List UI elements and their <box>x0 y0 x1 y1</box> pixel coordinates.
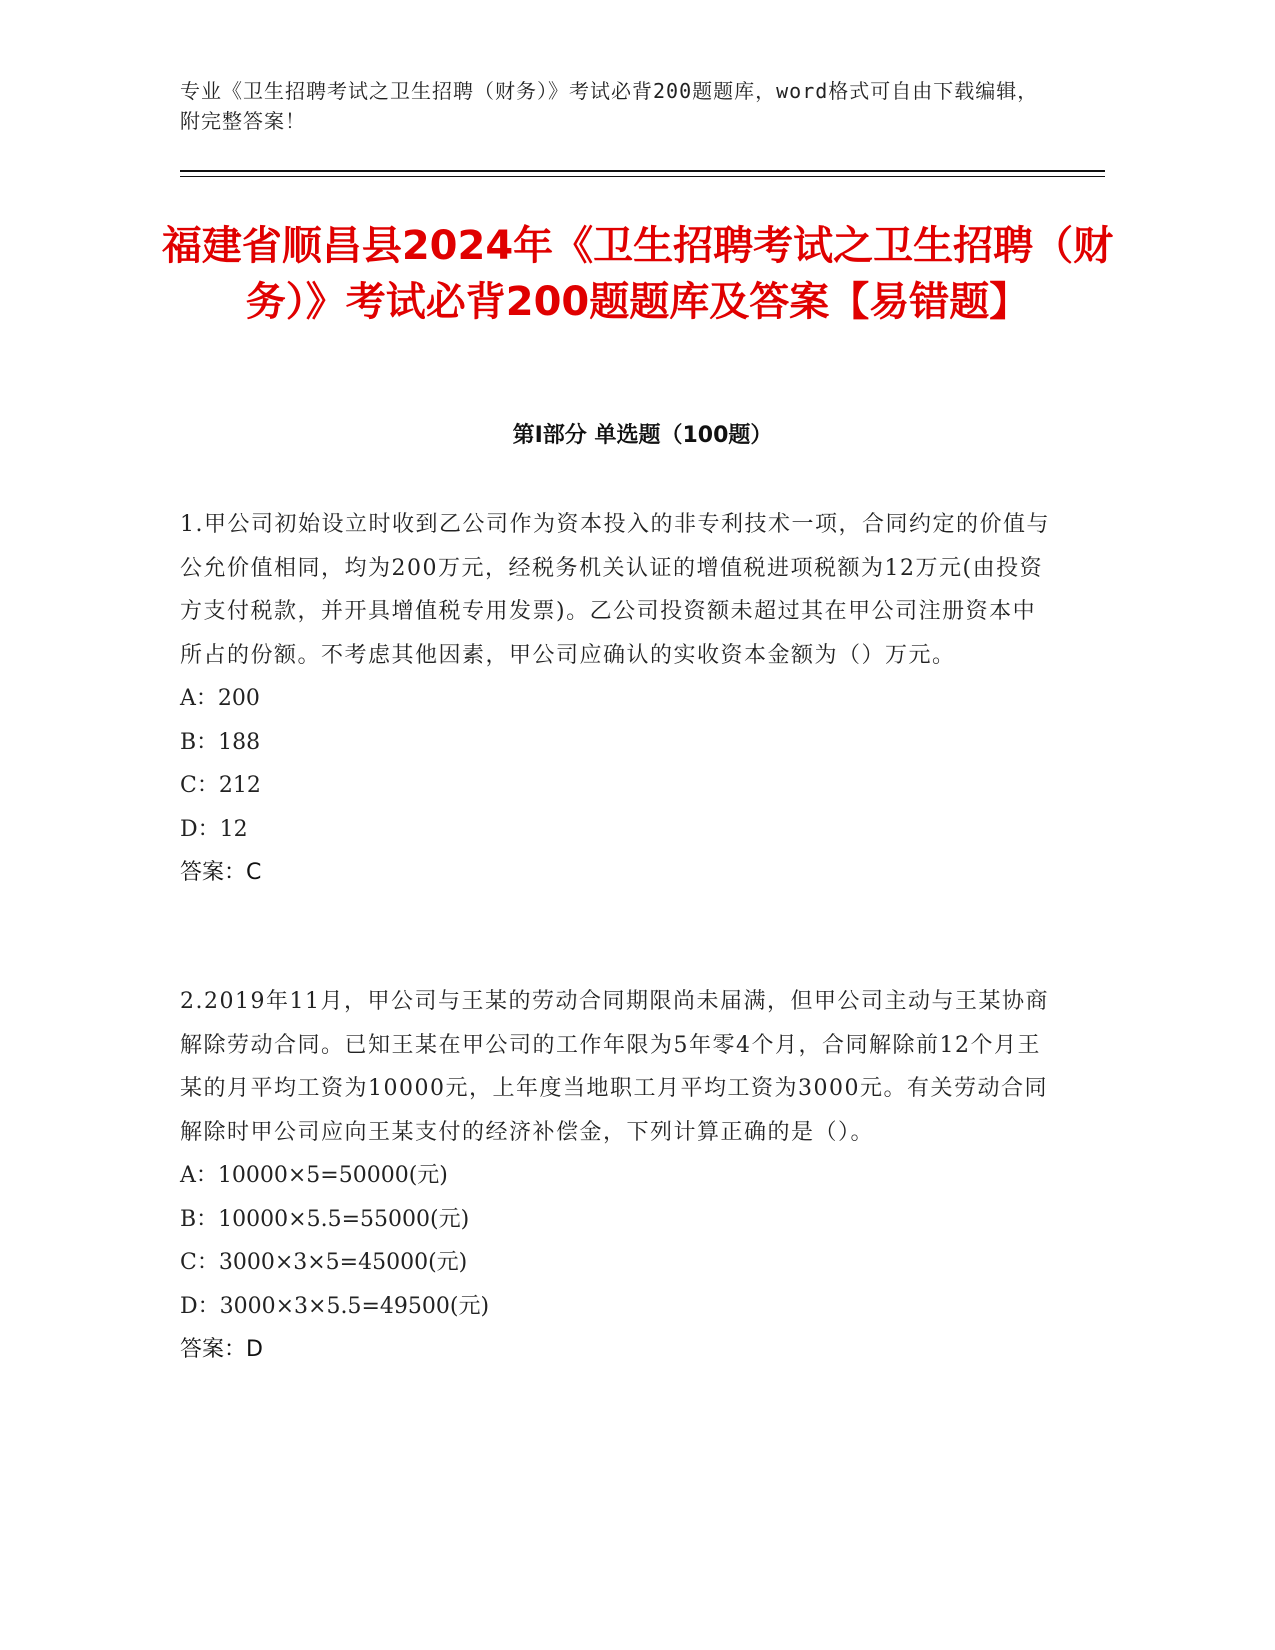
question-1 <box>180 503 1050 895</box>
option-b: B：10000×5.5=55000(元) <box>180 1206 470 1232</box>
header-rule-thick <box>180 170 1105 172</box>
section-title: 第I部分 单选题（100题） <box>512 423 773 448</box>
document-title: 福建省顺昌县2024年《卫生招聘考试之卫生招聘（财务）》考试必背200题题库及答案【易错题】 <box>161 223 1114 325</box>
option-d: D：3000×3×5.5=49500(元) <box>180 1293 490 1319</box>
question-2 <box>180 980 1050 1372</box>
header-rule-thin <box>180 176 1105 177</box>
option-a: A：10000×5=50000(元) <box>180 1163 448 1188</box>
answer: 答案：D <box>180 1337 263 1362</box>
option-c: C：212 <box>180 773 261 798</box>
option-b: B：188 <box>180 729 261 755</box>
answer: 答案：C <box>180 860 262 885</box>
option-a: A：200 <box>180 686 260 711</box>
header-note: 专业《卫生招聘考试之卫生招聘（财务）》考试必背200题题库，word格式可自由下载编辑，附完整答案！ <box>180 79 1039 133</box>
question-stem: 2.2019年11月，甲公司与王某的劳动合同期限尚未届满，但甲公司主动与王某协商解除劳动合同。已知王某在甲公司的工作年限为5年零4个月，合同解除前12个月王某的月平均工资为10000元，上年度当地职工月平均工资为3000元。有关劳动合同解除时甲公司应向王某支付的经济补偿金，下列计算正确的是（）。 <box>180 989 1049 1145</box>
question-stem: 1.甲公司初始设立时收到乙公司作为资本投入的非专利技术一项，合同约定的价值与公允价值相同，均为200万元，经税务机关认证的增值税进项税额为12万元(由投资方支付税款，并开具增值税专用发票)。乙公司投资额未超过其在甲公司注册资本中所占的份额。不考虑其他因素，甲公司应确认的实收资本金额为（）万元。 <box>180 512 1050 668</box>
option-c: C：3000×3×5=45000(元) <box>180 1250 468 1275</box>
option-d: D：12 <box>180 816 248 842</box>
